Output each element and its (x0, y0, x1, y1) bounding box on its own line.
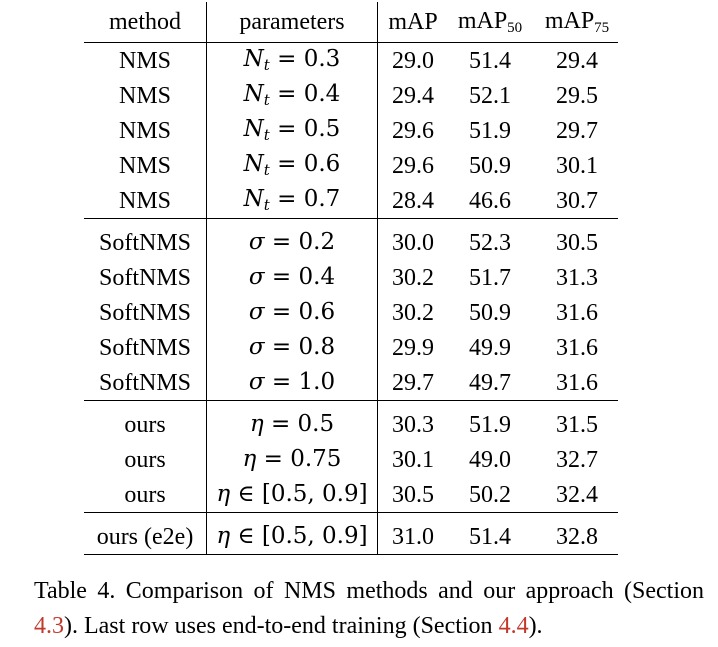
results-table (84, 2, 618, 555)
param-operator: = (271, 264, 292, 290)
cell-map75: 32.4 (536, 477, 618, 513)
cell-map50: 46.6 (444, 183, 536, 219)
cell-parameters (207, 513, 378, 555)
cell-map75: 32.7 (556, 446, 598, 473)
cell-map: 30.5 (378, 477, 445, 513)
cell-method: NMS (84, 183, 207, 219)
cell-method: NMS (118, 117, 172, 144)
cell-map75: 31.3 (556, 264, 598, 291)
cell-parameters (207, 477, 378, 513)
table-row (84, 401, 618, 443)
cell-map75: 29.4 (556, 47, 598, 74)
cell-map: 30.1 (392, 446, 434, 473)
table-row (84, 78, 618, 113)
caption-text-2: ). Last row uses end-to-end training (Section (64, 613, 499, 639)
table-row (84, 513, 618, 555)
param-operator: = (277, 186, 297, 212)
section-link-4-3[interactable]: 4.3 (34, 613, 64, 639)
table-header-row (84, 2, 618, 43)
param-operator: = (277, 81, 297, 107)
cell-map75: 30.1 (556, 152, 598, 179)
param-symbol: N (243, 151, 264, 177)
cell-parameters (207, 295, 378, 330)
header-parameters: parameters (207, 2, 378, 43)
cell-method: ours (84, 477, 207, 513)
table-row (84, 260, 618, 295)
cell-map: 29.0 (392, 47, 434, 74)
header-map50-sub: 50 (507, 19, 523, 36)
cell-map75: 31.6 (536, 365, 618, 401)
cell-map75: 32.8 (536, 513, 618, 555)
caption-text-3: ). (528, 613, 543, 639)
cell-map75: 31.5 (556, 411, 598, 438)
param-operator: = (270, 411, 291, 437)
param-symbol: N (243, 186, 264, 212)
results-table-container (84, 2, 624, 555)
header-map50 (444, 2, 536, 43)
param-value: 0.5 (303, 116, 341, 142)
cell-map50: 51.9 (469, 117, 511, 144)
table-row (84, 219, 618, 261)
cell-parameters (207, 401, 378, 443)
param-operator: ∈ (237, 523, 255, 549)
cell-method: ours (e2e) (84, 513, 207, 555)
param-symbol: σ (248, 299, 265, 325)
cell-parameters (207, 148, 378, 183)
cell-map: 28.4 (378, 183, 445, 219)
cell-method: ours (124, 446, 166, 473)
cell-map: 29.6 (392, 117, 434, 144)
param-symbol: σ (248, 334, 265, 360)
param-value: [0.5, 0.9] (261, 481, 368, 507)
cell-map: 29.9 (392, 334, 434, 361)
table-row (84, 113, 618, 148)
cell-map: 31.0 (378, 513, 445, 555)
cell-map75: 29.5 (556, 82, 598, 109)
cell-parameters (207, 43, 378, 79)
param-value: 0.3 (303, 46, 341, 72)
param-value: 0.2 (298, 229, 336, 255)
cell-map75: 31.6 (556, 299, 598, 326)
cell-map50: 52.1 (469, 82, 511, 109)
param-value: 0.7 (303, 186, 341, 212)
header-map75 (536, 2, 618, 43)
param-symbol: η (242, 446, 257, 472)
cell-map50: 49.7 (444, 365, 536, 401)
cell-map: 29.7 (378, 365, 445, 401)
header-map75-base: mAP (544, 7, 595, 34)
param-value: 0.8 (298, 334, 336, 360)
param-operator: ∈ (237, 481, 255, 507)
table-row (84, 365, 618, 401)
cell-parameters (207, 365, 378, 401)
table-body (84, 43, 618, 555)
header-method: method (84, 2, 207, 43)
section-link-4-4[interactable]: 4.4 (498, 613, 529, 639)
param-symbol: N (243, 46, 264, 72)
cell-parameters (207, 183, 378, 219)
cell-map50: 51.4 (444, 513, 536, 555)
param-value: 0.6 (298, 299, 336, 325)
param-symbol: σ (248, 264, 265, 290)
param-value: 1.0 (298, 369, 336, 395)
cell-map50: 51.4 (469, 47, 511, 74)
cell-parameters (207, 330, 378, 365)
cell-map75: 30.7 (536, 183, 618, 219)
param-value: 0.6 (303, 151, 341, 177)
table-row (84, 330, 618, 365)
param-symbol: σ (248, 229, 265, 255)
table-caption (34, 574, 704, 644)
param-symbol: η (249, 411, 264, 437)
cell-parameters (207, 442, 378, 477)
cell-map75: 31.6 (556, 334, 598, 361)
cell-parameters (207, 113, 378, 148)
param-subscript: t (263, 91, 270, 109)
cell-parameters (207, 260, 378, 295)
param-symbol: N (243, 116, 264, 142)
param-operator: = (271, 299, 292, 325)
param-subscript: t (263, 56, 270, 74)
table-row (84, 442, 618, 477)
param-operator: = (271, 334, 292, 360)
table-row (84, 148, 618, 183)
cell-method: ours (124, 411, 166, 438)
cell-method: NMS (118, 152, 172, 179)
cell-method: NMS (118, 47, 172, 74)
param-operator: = (271, 229, 292, 255)
cell-map: 30.3 (392, 411, 434, 438)
cell-method: NMS (118, 82, 172, 109)
table-row (84, 295, 618, 330)
param-value: 0.4 (298, 264, 336, 290)
cell-method: SoftNMS (84, 365, 207, 401)
cell-map50: 51.7 (469, 264, 511, 291)
cell-method: SoftNMS (98, 264, 192, 291)
cell-map50: 51.9 (469, 411, 511, 438)
param-value: 0.4 (303, 81, 341, 107)
param-subscript: t (263, 161, 270, 179)
param-value: 0.75 (290, 446, 342, 472)
header-map75-sub: 75 (594, 19, 610, 36)
param-operator: = (271, 369, 292, 395)
param-symbol: σ (248, 369, 265, 395)
cell-map75: 29.7 (556, 117, 598, 144)
table-row (84, 183, 618, 219)
param-operator: = (263, 446, 283, 472)
param-operator: = (277, 46, 297, 72)
param-value: 0.5 (297, 411, 335, 437)
cell-map50: 50.9 (469, 299, 511, 326)
header-map50-base: mAP (457, 7, 508, 34)
cell-method: SoftNMS (98, 334, 192, 361)
cell-method: SoftNMS (98, 229, 192, 256)
param-operator: = (277, 151, 297, 177)
cell-map50: 49.0 (469, 446, 511, 473)
cell-method: SoftNMS (98, 299, 192, 326)
cell-map: 30.2 (392, 299, 434, 326)
param-symbol: η (216, 523, 231, 549)
cell-map50: 50.2 (444, 477, 536, 513)
table-row (84, 477, 618, 513)
param-symbol: N (243, 81, 264, 107)
param-operator: = (277, 116, 297, 142)
cell-map: 30.2 (392, 264, 434, 291)
cell-map75: 30.5 (556, 229, 598, 256)
cell-map: 29.4 (392, 82, 434, 109)
table-row (84, 43, 618, 79)
param-value: [0.5, 0.9] (261, 523, 368, 549)
param-symbol: η (216, 481, 231, 507)
param-subscript: t (263, 196, 270, 214)
cell-map50: 52.3 (469, 229, 511, 256)
cell-parameters (207, 78, 378, 113)
param-subscript: t (263, 126, 270, 144)
cell-map50: 50.9 (469, 152, 511, 179)
cell-parameters (207, 219, 378, 261)
cell-map50: 49.9 (469, 334, 511, 361)
cell-map: 29.6 (392, 152, 434, 179)
header-map: mAP (378, 2, 445, 43)
caption-text-1: Table 4. Comparison of NMS methods and our approach (Section (34, 578, 704, 604)
cell-map: 30.0 (392, 229, 434, 256)
